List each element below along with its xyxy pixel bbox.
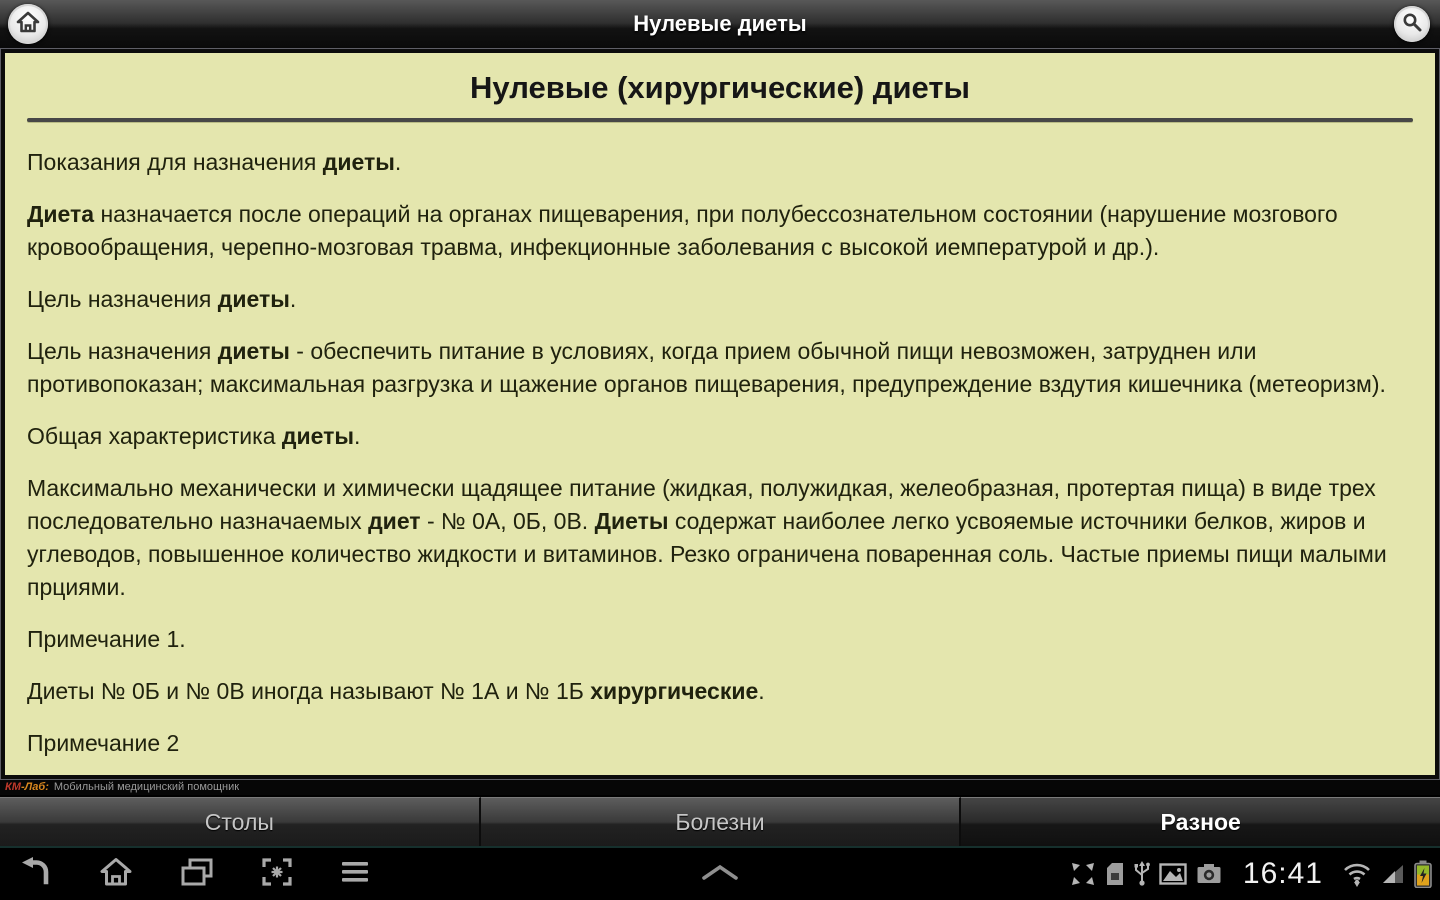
status-tray[interactable] — [1070, 848, 1432, 900]
paragraph: Максимально механически и химически щадящее питание (жидкая, полужидкая, желеобразная, протертая пища) в виде трех последовательно назначаемых диет - № 0А, 0Б, 0В. Диеты содержат наиболее легко усвояемые источники белков, жиров и углеводов, повышенное количество жидкости и витаминов. Резко ограничена поваренная соль. Частые приемы пищи малыми прциями. — [27, 475, 1387, 600]
gallery-icon — [1159, 862, 1187, 886]
content-frame — [0, 48, 1440, 780]
sd-card-icon — [1105, 861, 1125, 887]
menu-icon — [340, 858, 370, 891]
paragraph: Показания для назначения диеты. — [27, 149, 402, 175]
page-title: Нулевые диеты — [633, 11, 807, 36]
menu-button[interactable] — [340, 858, 370, 891]
screen-capture-button[interactable] — [261, 857, 293, 892]
top-action-bar — [0, 0, 1440, 49]
article-title: Нулевые (хирургические) диеты — [469, 70, 971, 105]
back-button[interactable] — [18, 857, 52, 892]
search-button[interactable] — [1394, 6, 1430, 42]
paragraph: Общая характеристика диеты. — [27, 423, 361, 449]
quick-panel-handle[interactable] — [698, 848, 742, 900]
tab-bolezni[interactable]: Болезни — [481, 797, 962, 846]
home-icon — [16, 11, 40, 38]
title-divider — [27, 118, 1413, 122]
banner-brand-orange: -Лаб: — [20, 781, 49, 793]
screen-capture-icon — [261, 857, 293, 892]
banner-text: Мобильный медицинский помощник — [53, 781, 240, 793]
signal-strength-icon — [1381, 863, 1405, 885]
back-icon — [18, 857, 52, 892]
home-button[interactable] — [8, 4, 48, 44]
android-system-bar — [0, 848, 1440, 900]
home-nav-icon — [99, 857, 133, 892]
article-page — [5, 53, 1435, 775]
clock: 16:41 — [1242, 857, 1323, 890]
paragraph: Примечание 2 — [27, 730, 180, 756]
paragraph: Диета назначается после операций на органах пищеварения, при полубессознательном состоянии (нарушение мозгового кровообращения, черепно-мозговая травма, инфекционные заболевания с высокой иемпературой и др.). — [27, 201, 1338, 260]
tab-stoly[interactable]: Столы — [0, 797, 481, 846]
recent-apps-icon — [180, 857, 214, 892]
tab-raznoe[interactable]: Разное — [961, 797, 1440, 846]
bottom-tab-bar — [0, 795, 1440, 848]
paragraph: Диеты № 0Б и № 0В иногда называют № 1А и № 1Б хирургические. — [27, 678, 765, 704]
chevron-up-icon — [698, 863, 742, 886]
camera-icon — [1196, 862, 1222, 886]
article-body — [27, 146, 1413, 760]
usb-icon — [1134, 861, 1150, 887]
recent-apps-button[interactable] — [180, 857, 214, 892]
wifi-icon — [1342, 861, 1372, 887]
app-info-banner — [0, 780, 1440, 795]
paragraph: Цель назначения диеты - обеспечить питание в условиях, когда прием обычной пищи невозможен, затруднен или противопоказан; максимальная разгрузка и щажение органов пищеварения, предупреждение вздутия кишечника (метеоризм). — [27, 338, 1386, 397]
smart-screen-icon — [1070, 861, 1096, 887]
search-icon — [1401, 11, 1423, 38]
nav-button-cluster — [18, 848, 370, 900]
paragraph: Примечание 1. — [27, 626, 186, 652]
home-nav-button[interactable] — [99, 857, 133, 892]
banner-brand-red: КМ — [5, 781, 21, 793]
battery-icon — [1414, 860, 1432, 888]
paragraph: Цель назначения диеты. — [27, 286, 297, 312]
